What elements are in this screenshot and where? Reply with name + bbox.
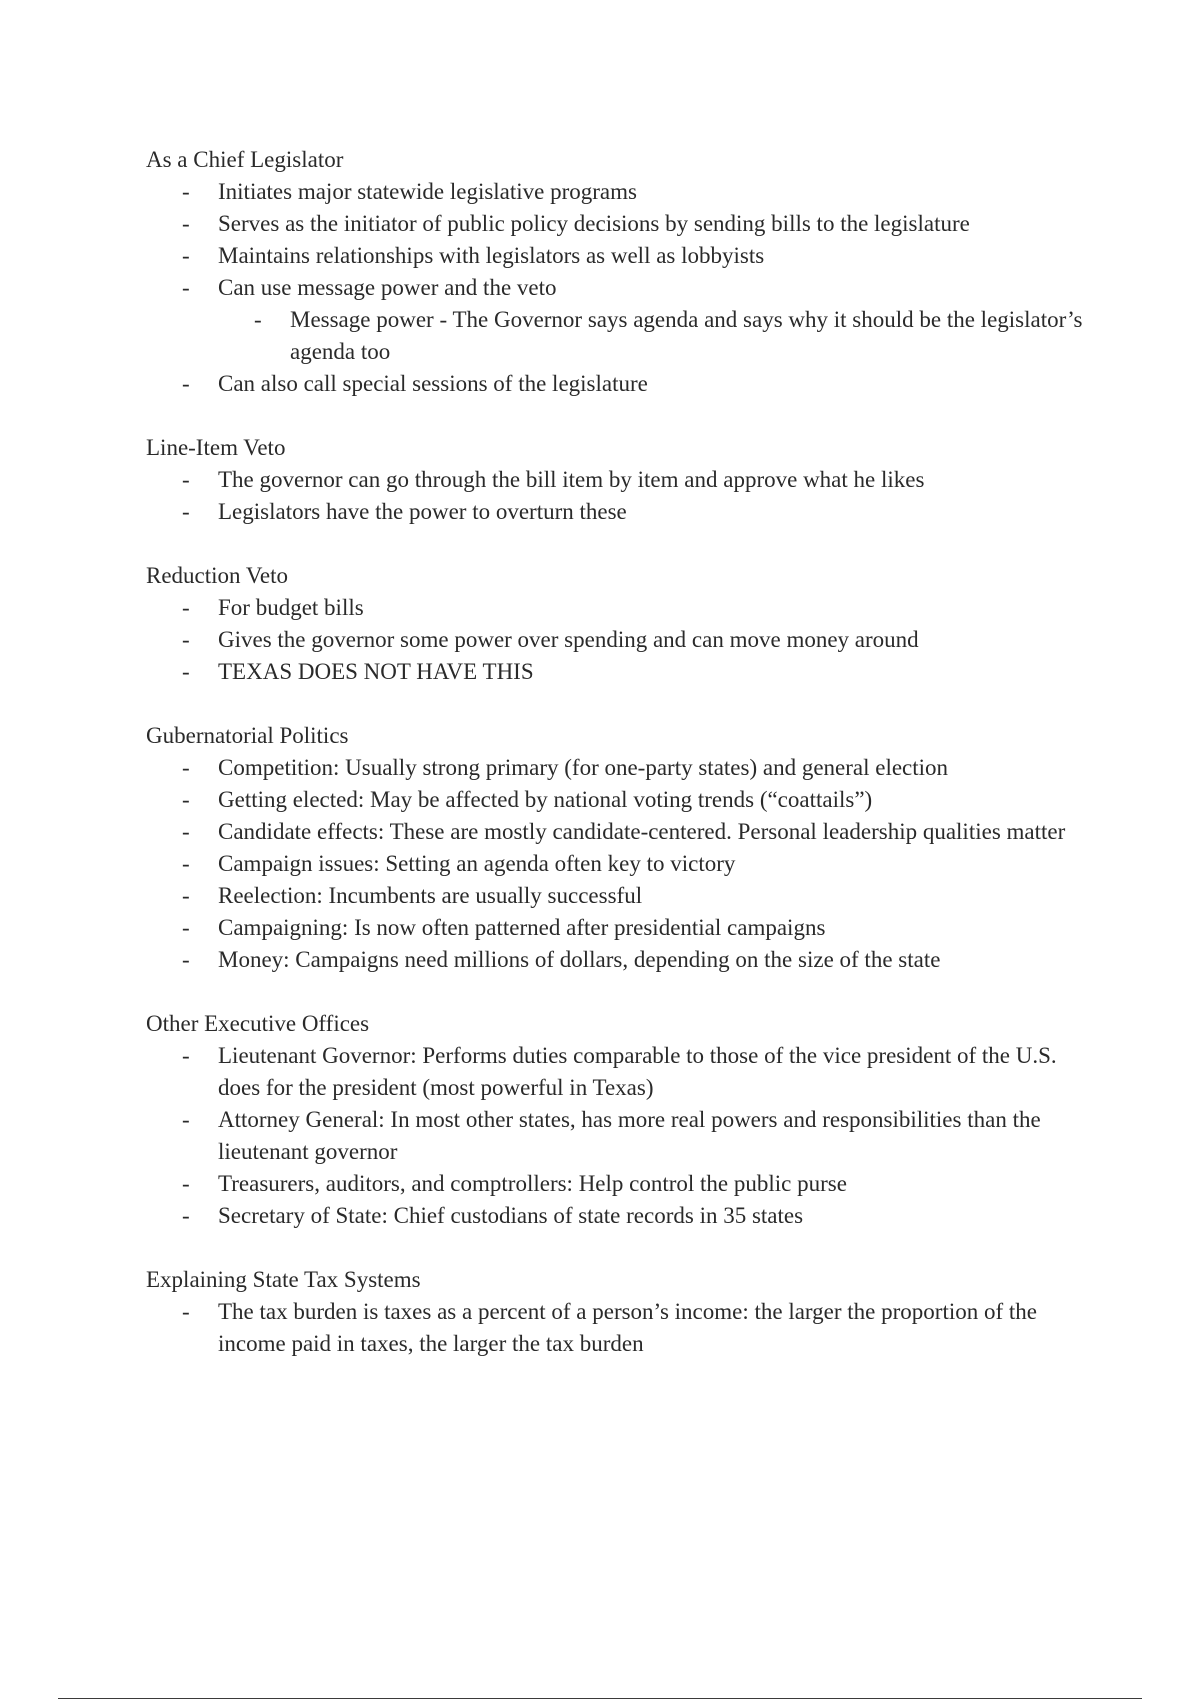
bullet-text: Campaign issues: Setting an agenda often key to victory bbox=[218, 851, 736, 876]
bullet-text: TEXAS DOES NOT HAVE THIS bbox=[218, 659, 534, 684]
bullet-item bbox=[146, 816, 1096, 848]
bullet-item bbox=[146, 1296, 1096, 1360]
bullet-text: Lieutenant Governor: Performs duties comparable to those of the vice president of the U.S. does for the president (most powerful in Texas) bbox=[218, 1043, 1057, 1100]
bullet-dash: - bbox=[182, 819, 190, 844]
bullet-text: Initiates major statewide legislative programs bbox=[218, 179, 637, 204]
section-heading: Line-Item Veto bbox=[146, 435, 286, 460]
bullet-dash: - bbox=[182, 467, 190, 492]
bullet-item bbox=[146, 1200, 1096, 1232]
bullet-item bbox=[146, 176, 1096, 208]
bullet-dash: - bbox=[182, 371, 190, 396]
bullet-dash: - bbox=[182, 595, 190, 620]
bullet-item bbox=[146, 368, 1096, 400]
section bbox=[146, 560, 1096, 688]
bullet-item bbox=[146, 1104, 1096, 1168]
bullet-item bbox=[146, 272, 1096, 304]
bullet-item bbox=[146, 1040, 1096, 1104]
bullet-item bbox=[146, 880, 1096, 912]
bullet-text: Candidate effects: These are mostly candidate-centered. Personal leadership qualities matter bbox=[218, 819, 1066, 844]
bullet-item bbox=[146, 784, 1096, 816]
bullet-dash: - bbox=[182, 755, 190, 780]
bullet-text: Getting elected: May be affected by national voting trends (“coattails”) bbox=[218, 787, 873, 812]
bullet-dash: - bbox=[182, 1043, 190, 1068]
bullet-dash: - bbox=[182, 243, 190, 268]
section bbox=[146, 720, 1096, 976]
bullet-text: Gives the governor some power over spending and can move money around bbox=[218, 627, 919, 652]
section-heading: Other Executive Offices bbox=[146, 1011, 370, 1036]
sub-bullet-item bbox=[218, 304, 1096, 368]
bullet-list bbox=[146, 1296, 1096, 1360]
bullet-dash: - bbox=[182, 1171, 190, 1196]
bullet-dash: - bbox=[182, 883, 190, 908]
bullet-dash: - bbox=[182, 787, 190, 812]
bullet-item bbox=[146, 1168, 1096, 1200]
bullet-item bbox=[146, 624, 1096, 656]
bullet-dash: - bbox=[182, 1203, 190, 1228]
bullet-dash: - bbox=[182, 659, 190, 684]
bullet-item bbox=[146, 496, 1096, 528]
bullet-text: For budget bills bbox=[218, 595, 364, 620]
section-heading: Explaining State Tax Systems bbox=[146, 1267, 421, 1292]
bullet-item bbox=[146, 944, 1096, 976]
sub-bullet-dash: - bbox=[254, 307, 262, 332]
bullet-item bbox=[146, 464, 1096, 496]
bullet-text: The governor can go through the bill item by item and approve what he likes bbox=[218, 467, 925, 492]
footer-divider bbox=[58, 1698, 1142, 1699]
bullet-item bbox=[146, 240, 1096, 272]
bullet-dash: - bbox=[182, 179, 190, 204]
bullet-text: Legislators have the power to overturn these bbox=[218, 499, 627, 524]
document-body bbox=[146, 144, 1096, 1392]
bullet-item bbox=[146, 912, 1096, 944]
bullet-dash: - bbox=[182, 1107, 190, 1132]
bullet-list bbox=[146, 592, 1096, 688]
bullet-list bbox=[146, 176, 1096, 400]
bullet-item bbox=[146, 592, 1096, 624]
bullet-dash: - bbox=[182, 499, 190, 524]
bullet-dash: - bbox=[182, 915, 190, 940]
bullet-text: Attorney General: In most other states, has more real powers and responsibilities than the lieutenant governor bbox=[218, 1107, 1041, 1164]
section-heading: Gubernatorial Politics bbox=[146, 723, 349, 748]
bullet-text: The tax burden is taxes as a percent of a person’s income: the larger the proportion of the income paid in taxes, the larger the tax burden bbox=[218, 1299, 1037, 1356]
bullet-text: Serves as the initiator of public policy decisions by sending bills to the legislature bbox=[218, 211, 970, 236]
bullet-item bbox=[146, 208, 1096, 240]
bullet-dash: - bbox=[182, 275, 190, 300]
section bbox=[146, 432, 1096, 528]
bullet-list bbox=[146, 752, 1096, 976]
sub-bullet-container bbox=[146, 304, 1096, 368]
sub-bullet-text: Message power - The Governor says agenda and says why it should be the legislator’s agenda too bbox=[290, 307, 1083, 364]
bullet-text: Money: Campaigns need millions of dollars, depending on the size of the state bbox=[218, 947, 941, 972]
section-heading: Reduction Veto bbox=[146, 563, 289, 588]
bullet-item bbox=[146, 752, 1096, 784]
section bbox=[146, 144, 1096, 400]
bullet-list bbox=[146, 1040, 1096, 1232]
section-heading: As a Chief Legislator bbox=[146, 147, 344, 172]
bullet-item bbox=[146, 656, 1096, 688]
bullet-text: Reelection: Incumbents are usually successful bbox=[218, 883, 643, 908]
bullet-list bbox=[146, 464, 1096, 528]
section bbox=[146, 1008, 1096, 1232]
bullet-item bbox=[146, 848, 1096, 880]
bullet-dash: - bbox=[182, 947, 190, 972]
bullet-text: Competition: Usually strong primary (for one-party states) and general election bbox=[218, 755, 949, 780]
bullet-text: Campaigning: Is now often patterned after presidential campaigns bbox=[218, 915, 826, 940]
bullet-dash: - bbox=[182, 851, 190, 876]
bullet-dash: - bbox=[182, 627, 190, 652]
bullet-text: Secretary of State: Chief custodians of state records in 35 states bbox=[218, 1203, 804, 1228]
section bbox=[146, 1264, 1096, 1360]
bullet-text: Treasurers, auditors, and comptrollers: Help control the public purse bbox=[218, 1171, 847, 1196]
bullet-text: Maintains relationships with legislators as well as lobbyists bbox=[218, 243, 765, 268]
bullet-text: Can also call special sessions of the legislature bbox=[218, 371, 648, 396]
sub-bullet-list bbox=[218, 304, 1096, 368]
bullet-dash: - bbox=[182, 1299, 190, 1324]
bullet-dash: - bbox=[182, 211, 190, 236]
bullet-text: Can use message power and the veto bbox=[218, 275, 557, 300]
